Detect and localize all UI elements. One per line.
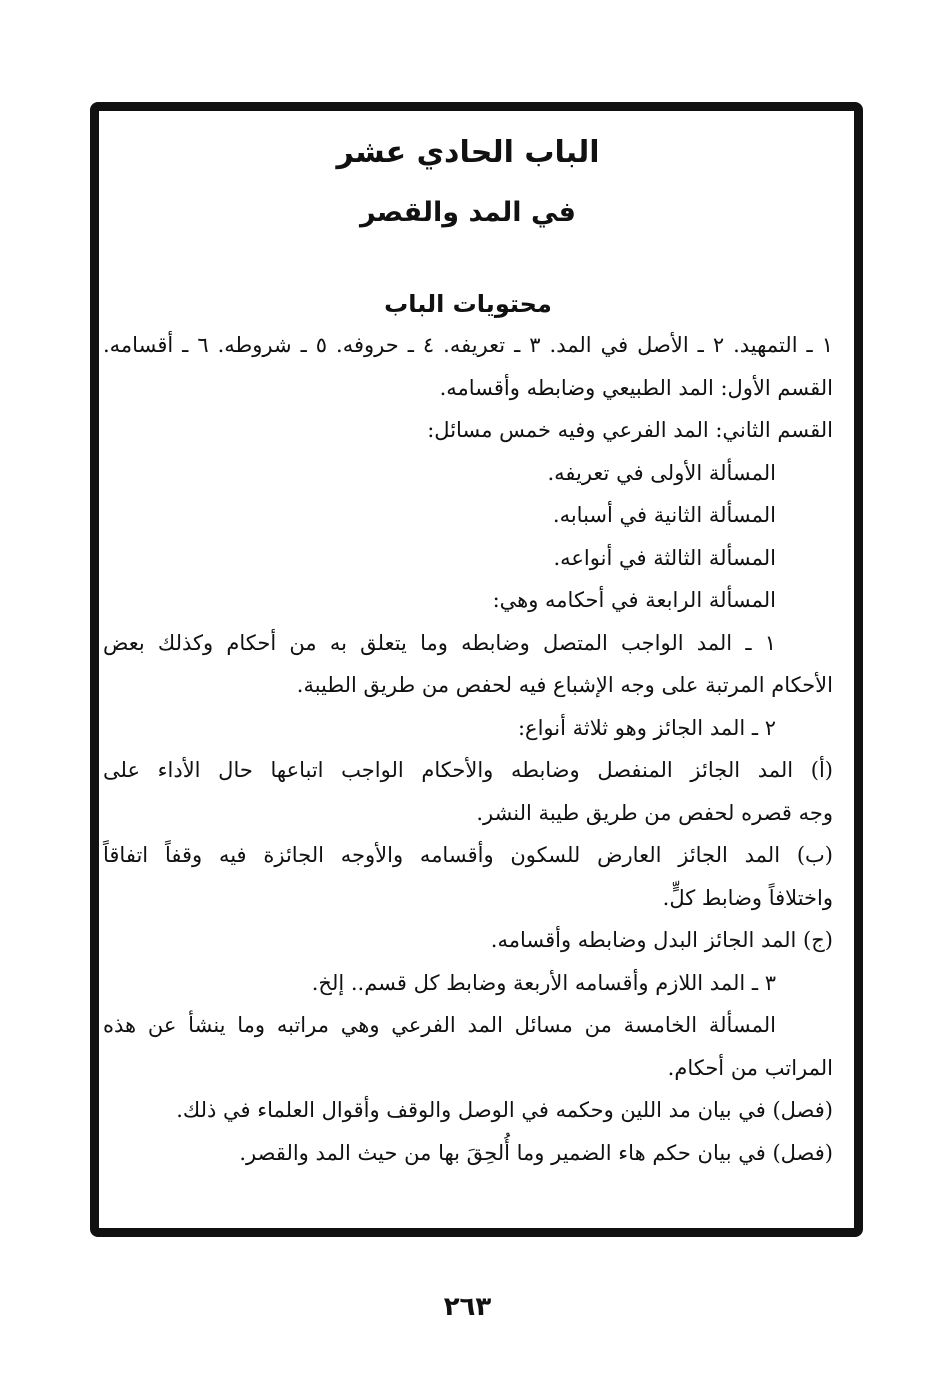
contents-line-overview: ١ ـ التمهيد. ٢ ـ الأصل في المد. ٣ ـ تعريفه. ٤ ـ حروفه. ٥ ـ شروطه. ٦ ـ أقسامه.: [103, 333, 833, 357]
contents-line-alif-1: (أ) المد الجائز المنفصل وضابطه والأحكام الواجب اتباعها حال الأداء على: [103, 758, 833, 782]
chapter-subtitle: في المد والقصر: [360, 197, 576, 228]
contents-line-lazim: ٣ ـ المد اللازم وأقسامه الأربعة وضابط كل قسم.. إلخ.: [311, 970, 776, 995]
page-number: ٢٦٣: [443, 1292, 492, 1322]
chapter-content: [103, 118, 833, 1174]
contents-line-issue-one: المسألة الأولى في تعريفه.: [547, 460, 776, 485]
contents-line-section-one: القسم الأول: المد الطبيعي وضابطه وأقسامه.: [439, 375, 833, 400]
contents-line-alif-2: وجه قصره لحفص من طريق طيبة النشر.: [476, 800, 833, 825]
contents-line-ba-1: (ب) المد الجائز العارض للسكون وأقسامه والأوجه الجائزة فيه وقفاً اتفاقاً: [103, 843, 833, 867]
contents-line-ba-2: واختلافاً وضابط كلٍّ.: [662, 885, 833, 910]
contents-line-issue-two: المسألة الثانية في أسبابه.: [552, 503, 776, 527]
contents-line-issue-three: المسألة الثالثة في أنواعه.: [553, 545, 776, 570]
contents-line-jaiz: ٢ ـ المد الجائز وهو ثلاثة أنواع:: [517, 715, 776, 740]
contents-line-issue-five-2: المراتب من أحكام.: [667, 1055, 833, 1080]
contents-line-fasl-ha: (فصل) في بيان حكم هاء الضمير وما أُلحِقَ بها من حيث المد والقصر.: [239, 1140, 833, 1165]
contents-line-issue-five-1: المسألة الخامسة من مسائل المد الفرعي وهي مراتبه وما ينشأ عن هذه: [103, 1013, 776, 1037]
contents-line-wajib-2: الأحكام المرتبة على وجه الإشباع فيه لحفص من طريق الطيبة.: [296, 673, 833, 697]
contents-line-fasl-lin: (فصل) في بيان مد اللين وحكمه في الوصل والوقف وأقوال العلماء في ذلك.: [176, 1098, 833, 1122]
contents-line-jim: (ج) المد الجائز البدل وضابطه وأقسامه.: [490, 928, 833, 952]
contents-line-wajib-1: ١ ـ المد الواجب المتصل وضابطه وما يتعلق به من أحكام وكذلك بعض: [103, 630, 776, 655]
contents-heading: محتويات الباب: [384, 290, 552, 318]
contents-line-issue-four: المسألة الرابعة في أحكامه وهي:: [492, 588, 776, 612]
contents-line-section-two: القسم الثاني: المد الفرعي وفيه خمس مسائل:: [427, 418, 833, 442]
chapter-title: الباب الحادي عشر: [336, 135, 600, 170]
